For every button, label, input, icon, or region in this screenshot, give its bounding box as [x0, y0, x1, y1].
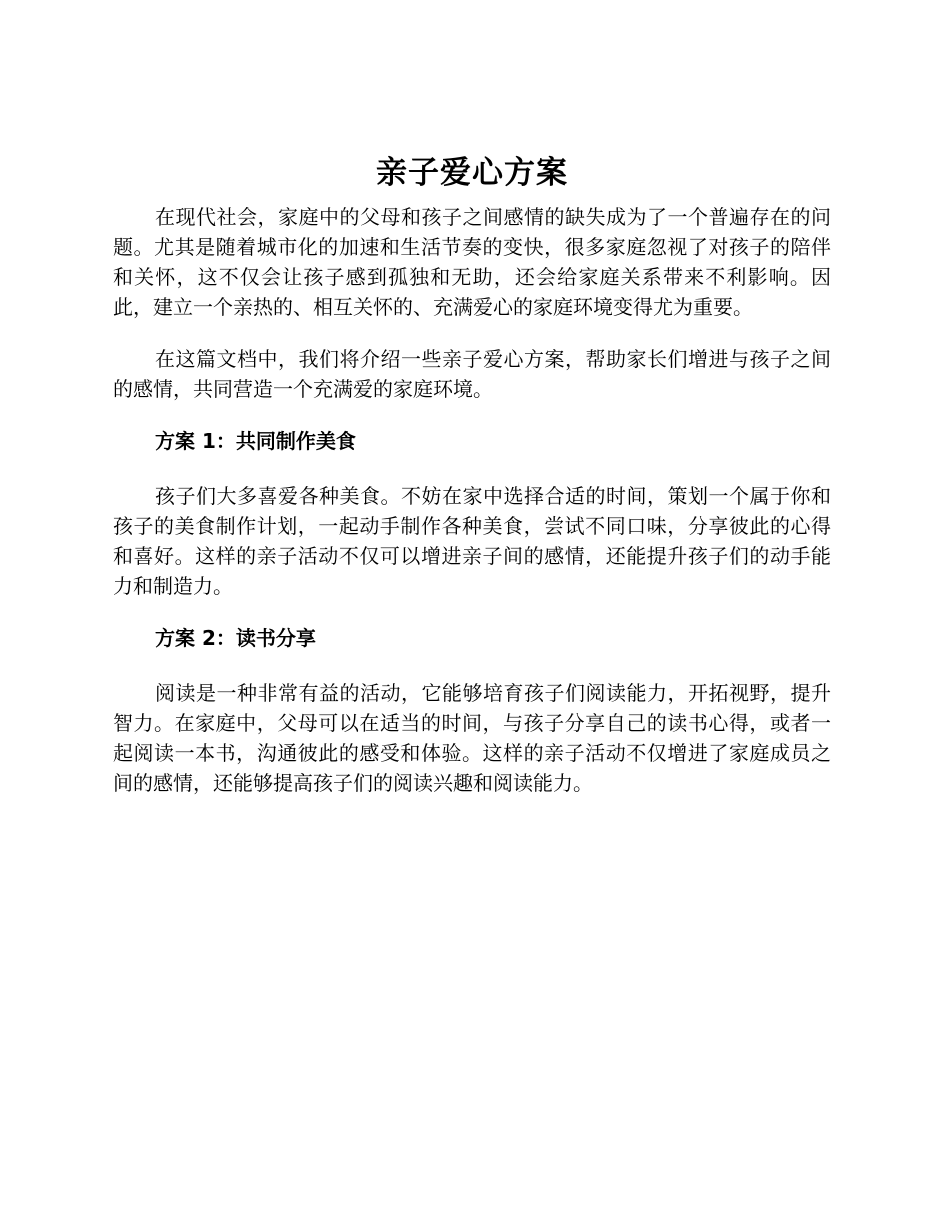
- document-content: [113, 150, 831, 798]
- section-body-plan-2: 阅读是一种非常有益的活动，它能够培育孩子们阅读能力，开拓视野，提升智力。在家庭中，父母可以在适当的时间，与孩子分享自己的读书心得，或者一起阅读一本书，沟通彼此的感受和体验。这样的亲子活动不仅增进了家庭成员之间的感情，还能够提高孩子们的阅读兴趣和阅读能力。: [113, 681, 831, 795]
- intro-paragraph: 在现代社会，家庭中的父母和孩子之间感情的缺失成为了一个普遍存在的问题。尤其是随着城市化的加速和生活节奏的变快，很多家庭忽视了对孩子的陪伴和关怀，这不仅会让孩子感到孤独和无助，还会给家庭关系带来不利影响。因此，建立一个亲热的、相互关怀的、充满爱心的家庭环境变得尤为重要。: [113, 205, 831, 319]
- section-heading-plan-2: 方案 2：读书分享: [155, 626, 316, 650]
- section-heading-plan-1: 方案 1：共同制作美食: [155, 429, 356, 453]
- document-title: 亲子爱心方案: [376, 155, 568, 191]
- intro-paragraph: 在这篇文档中，我们将介绍一些亲子爱心方案，帮助家长们增进与孩子之间的感情，共同营造一个充满爱的家庭环境。: [113, 347, 831, 401]
- section-body-plan-1: 孩子们大多喜爱各种美食。不妨在家中选择合适的时间，策划一个属于你和孩子的美食制作计划，一起动手制作各种美食，尝试不同口味，分享彼此的心得和喜好。这样的亲子活动不仅可以增进亲子间的感情，还能提升孩子们的动手能力和制造力。: [113, 484, 831, 598]
